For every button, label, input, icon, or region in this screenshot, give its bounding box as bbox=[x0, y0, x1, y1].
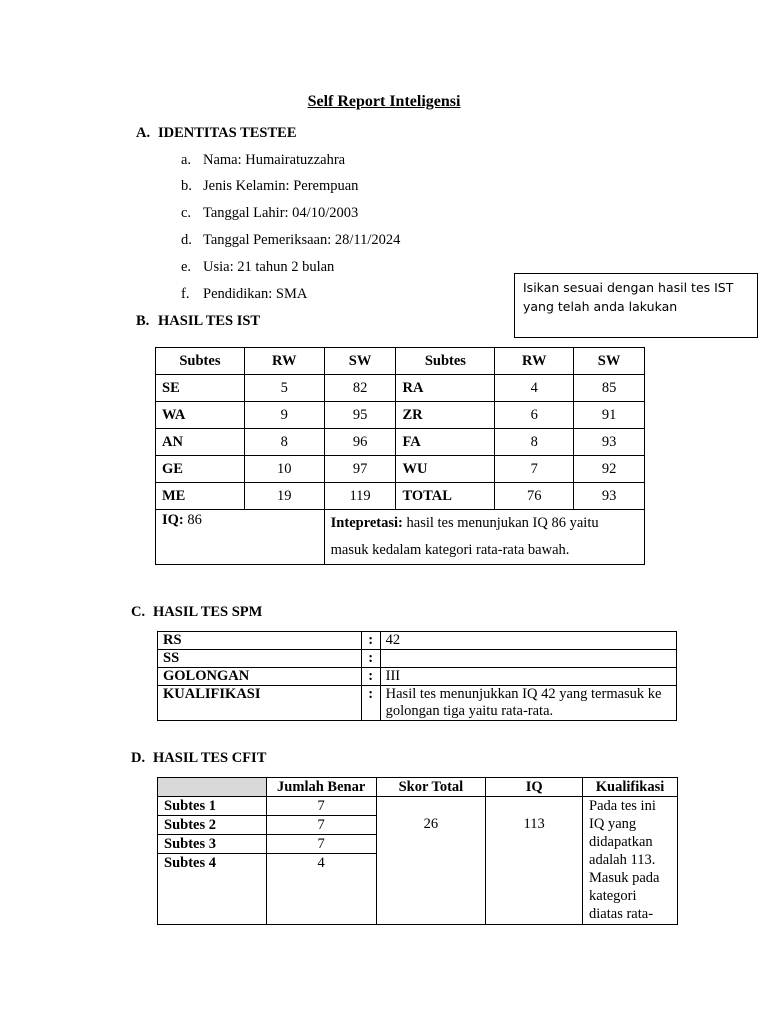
rw-value: 8 bbox=[244, 429, 324, 456]
section-a-letter: A. bbox=[136, 125, 151, 141]
spm-value: Hasil tes menunjukkan IQ 42 yang termasuk ke golongan tiga yaitu rata-rata. bbox=[380, 686, 676, 721]
identity-text: Jenis Kelamin: Perempuan bbox=[203, 178, 359, 194]
section-b-title: HASIL TES IST bbox=[158, 313, 261, 329]
section-c-letter: C. bbox=[131, 604, 146, 620]
cfit-subtest-label: Subtes 2 bbox=[158, 816, 267, 835]
cfit-qualification-text: Pada tes ini IQ yang didapatkan adalah 113. Masuk pada kategori diatas rata- bbox=[589, 798, 660, 921]
subtest-name: AN bbox=[156, 429, 245, 456]
spm-key: RS bbox=[158, 632, 362, 650]
ist-header-cell: RW bbox=[244, 348, 324, 375]
spm-table bbox=[157, 631, 677, 721]
cfit-header-cell: Kualifikasi bbox=[583, 778, 678, 797]
ist-header-row bbox=[156, 348, 645, 375]
sw-value: 96 bbox=[324, 429, 396, 456]
cfit-iq: 113 bbox=[486, 797, 583, 925]
rw-value: 8 bbox=[495, 429, 574, 456]
ist-header-cell: Subtes bbox=[156, 348, 245, 375]
spm-value bbox=[380, 650, 676, 668]
spm-value: III bbox=[380, 668, 676, 686]
table-row bbox=[156, 429, 645, 456]
table-row bbox=[158, 668, 677, 686]
identity-letter: f. bbox=[181, 286, 190, 302]
table-row bbox=[156, 483, 645, 510]
cfit-header-cell: Jumlah Benar bbox=[266, 778, 376, 797]
ist-table bbox=[155, 347, 645, 565]
rw-value: 10 bbox=[244, 456, 324, 483]
identity-item-name bbox=[181, 152, 345, 169]
spm-value: 42 bbox=[380, 632, 676, 650]
ist-header-cell: SW bbox=[324, 348, 396, 375]
identity-letter: a. bbox=[181, 152, 192, 168]
iq-value: 86 bbox=[187, 512, 202, 528]
spm-key: GOLONGAN bbox=[158, 668, 362, 686]
subtest-name: FA bbox=[396, 429, 495, 456]
subtest-name: SE bbox=[156, 375, 245, 402]
cfit-header-cell bbox=[158, 778, 267, 797]
page-title: Self Report Inteligensi bbox=[307, 93, 461, 110]
section-a-title: IDENTITAS TESTEE bbox=[158, 125, 297, 141]
identity-letter: e. bbox=[181, 259, 192, 275]
sw-value: 85 bbox=[574, 375, 645, 402]
subtest-name: GE bbox=[156, 456, 245, 483]
sw-value: 91 bbox=[574, 402, 645, 429]
spm-colon: : bbox=[361, 668, 380, 686]
section-d-heading bbox=[131, 750, 266, 767]
table-row bbox=[158, 632, 677, 650]
identity-item-age bbox=[181, 259, 334, 276]
identity-text: Tanggal Lahir: 04/10/2003 bbox=[203, 205, 359, 221]
interpretation-label: Intepretasi: bbox=[330, 515, 403, 531]
spm-colon: : bbox=[361, 632, 380, 650]
sw-value: 119 bbox=[324, 483, 396, 510]
identity-item-exam-date bbox=[181, 232, 400, 249]
section-a-heading bbox=[136, 125, 297, 142]
iq-cell bbox=[156, 510, 325, 565]
sw-value: 97 bbox=[324, 456, 396, 483]
cfit-header-cell: IQ bbox=[486, 778, 583, 797]
cfit-correct-count: 4 bbox=[266, 854, 376, 873]
section-c-title: HASIL TES SPM bbox=[153, 604, 263, 620]
section-d-title: HASIL TES CFIT bbox=[153, 750, 267, 766]
ist-summary-row bbox=[156, 510, 645, 565]
cfit-subtest-label: Subtes 3 bbox=[158, 835, 267, 854]
cfit-empty-cell bbox=[266, 872, 376, 925]
subtest-name: TOTAL bbox=[396, 483, 495, 510]
spm-key: SS bbox=[158, 650, 362, 668]
sw-value: 82 bbox=[324, 375, 396, 402]
table-row bbox=[156, 375, 645, 402]
subtest-name: WU bbox=[396, 456, 495, 483]
table-row bbox=[158, 650, 677, 668]
spm-key: KUALIFIKASI bbox=[158, 686, 362, 721]
rw-value: 7 bbox=[495, 456, 574, 483]
rw-value: 4 bbox=[495, 375, 574, 402]
cfit-subtest-label: Subtes 1 bbox=[158, 797, 267, 816]
identity-text: Pendidikan: SMA bbox=[203, 286, 308, 302]
identity-item-birthdate bbox=[181, 205, 358, 222]
ist-header-cell: SW bbox=[574, 348, 645, 375]
rw-value: 5 bbox=[244, 375, 324, 402]
table-row bbox=[158, 797, 678, 816]
sw-value: 92 bbox=[574, 456, 645, 483]
cfit-subtest-label: Subtes 4 bbox=[158, 854, 267, 873]
cfit-correct-count: 7 bbox=[266, 835, 376, 854]
subtest-name: WA bbox=[156, 402, 245, 429]
iq-label: IQ: bbox=[162, 512, 184, 528]
ist-header-cell: Subtes bbox=[396, 348, 495, 375]
spm-colon: : bbox=[361, 686, 380, 721]
cfit-correct-count: 7 bbox=[266, 797, 376, 816]
table-row bbox=[158, 686, 677, 721]
ist-header-cell: RW bbox=[495, 348, 574, 375]
subtest-name: RA bbox=[396, 375, 495, 402]
subtest-name: ME bbox=[156, 483, 245, 510]
section-c-heading bbox=[131, 604, 262, 621]
interpretation-cell bbox=[324, 510, 644, 565]
rw-value: 6 bbox=[495, 402, 574, 429]
cfit-header-cell: Skor Total bbox=[376, 778, 486, 797]
identity-text: Nama: Humairatuzzahra bbox=[203, 152, 346, 168]
identity-text: Tanggal Pemeriksaan: 28/11/2024 bbox=[203, 232, 401, 248]
identity-letter: d. bbox=[181, 232, 192, 248]
rw-value: 76 bbox=[495, 483, 574, 510]
identity-letter: c. bbox=[181, 205, 192, 221]
identity-letter: b. bbox=[181, 178, 192, 194]
section-b-letter: B. bbox=[136, 313, 150, 329]
subtest-name: ZR bbox=[396, 402, 495, 429]
sw-value: 95 bbox=[324, 402, 396, 429]
cfit-header-row bbox=[158, 778, 678, 797]
identity-item-gender bbox=[181, 178, 358, 195]
section-b-heading bbox=[136, 313, 260, 330]
cfit-table bbox=[157, 777, 678, 925]
rw-value: 9 bbox=[244, 402, 324, 429]
identity-text: Usia: 21 tahun 2 bulan bbox=[203, 259, 335, 275]
spm-colon: : bbox=[361, 650, 380, 668]
cfit-correct-count: 7 bbox=[266, 816, 376, 835]
table-row bbox=[156, 456, 645, 483]
cfit-empty-cell bbox=[158, 872, 267, 925]
interpretation-text: hasil tes menunjukan IQ 86 yaitu masuk kedalam kategori rata-rata bawah. bbox=[330, 515, 599, 558]
sw-value: 93 bbox=[574, 483, 645, 510]
cfit-total-score: 26 bbox=[376, 797, 486, 925]
identity-item-education bbox=[181, 286, 307, 303]
cfit-qualification bbox=[583, 797, 678, 925]
table-row bbox=[156, 402, 645, 429]
sw-value: 93 bbox=[574, 429, 645, 456]
rw-value: 19 bbox=[244, 483, 324, 510]
instruction-note-box: Isikan sesuai dengan hasil tes IST yang telah anda lakukan bbox=[514, 273, 758, 338]
section-d-letter: D. bbox=[131, 750, 146, 766]
